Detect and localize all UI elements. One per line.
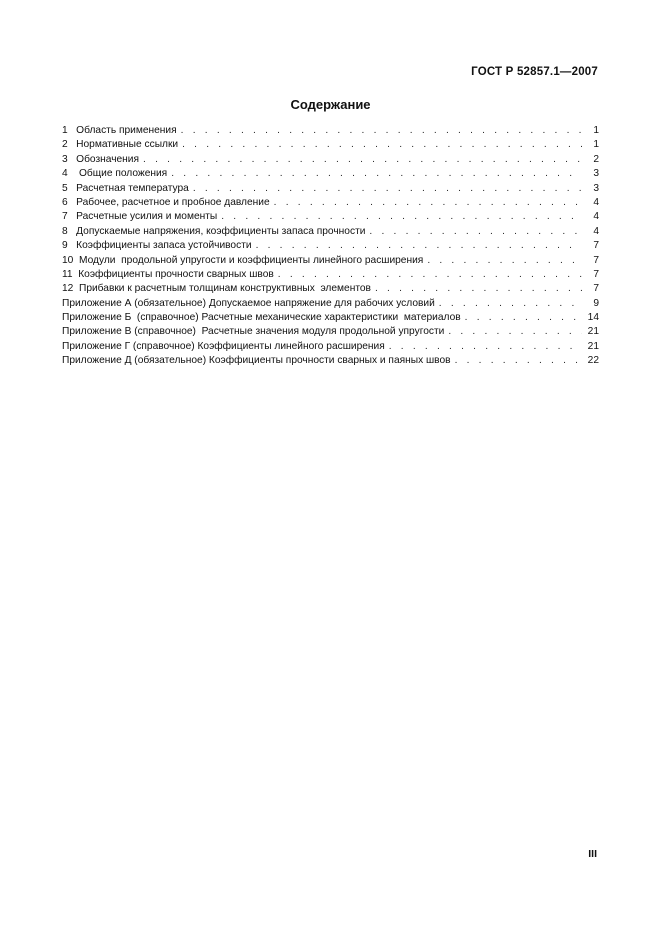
toc-dot-leader — [181, 124, 582, 138]
toc-entry[interactable] — [62, 254, 599, 268]
toc-entry[interactable] — [62, 210, 599, 224]
toc-dot-leader — [455, 354, 582, 368]
toc-entry[interactable] — [62, 268, 599, 282]
toc-entry-page: 4 — [593, 211, 599, 223]
toc-entry[interactable] — [62, 124, 599, 138]
toc-entry[interactable] — [62, 153, 599, 167]
toc-entry[interactable] — [62, 239, 599, 253]
toc-entry-page: 7 — [593, 268, 599, 280]
toc-dot-leader — [193, 182, 582, 196]
toc-entry-page: 22 — [587, 355, 599, 367]
toc-entry-label: 9 Коэффициенты запаса устойчивости — [62, 240, 252, 252]
toc-entry[interactable] — [62, 225, 599, 239]
toc-entry-page: 3 — [593, 168, 599, 180]
toc-entry-page: 1 — [593, 125, 599, 136]
toc-title: Содержание — [290, 97, 371, 112]
toc-dot-leader — [171, 167, 582, 181]
toc-dot-leader — [256, 239, 582, 253]
toc-dot-leader — [278, 268, 582, 282]
page-number: III — [588, 848, 597, 860]
toc-dot-leader — [439, 297, 582, 311]
toc-entry-label: 6 Рабочее, расчетное и пробное давление — [62, 196, 270, 208]
toc-entry-page: 21 — [587, 340, 599, 352]
toc-entry-label: 12 Прибавки к расчетным толщинам конструктивных элементов — [62, 283, 371, 295]
toc-entry-label: 8 Допускаемые напряжения, коэффициенты запаса прочности — [62, 225, 366, 237]
toc-entry[interactable] — [62, 340, 599, 354]
toc-dot-leader — [182, 138, 582, 152]
toc-dot-leader — [274, 196, 582, 210]
toc-entry[interactable] — [62, 297, 599, 311]
toc-entry-label: 2 Нормативные ссылки — [62, 139, 179, 151]
toc-dot-leader — [369, 225, 582, 239]
toc-entry-label: Приложение Б (справочное) Расчетные механические характеристики материалов — [62, 312, 461, 324]
toc-entry[interactable] — [62, 182, 599, 196]
toc-entry-page: 4 — [593, 196, 599, 208]
toc-entry-label: 4 Общие положения — [62, 168, 168, 180]
toc-entry-label: 5 Расчетная температура — [62, 182, 189, 194]
toc-dot-leader — [448, 325, 582, 339]
toc-dot-leader — [221, 210, 582, 224]
toc-entry-label: 7 Расчетные усилия и моменты — [62, 211, 218, 223]
toc-entry[interactable] — [62, 138, 599, 152]
toc-entry-page: 7 — [593, 240, 599, 252]
table-of-contents — [62, 124, 599, 369]
toc-entry-label: 3 Обозначения — [62, 153, 140, 165]
toc-entry-label: Приложение А (обязательное) Допускаемое напряжение для рабочих условий — [62, 297, 435, 309]
toc-entry[interactable] — [62, 282, 599, 296]
toc-entry-label: 11 Коэффициенты прочности сварных швов — [62, 268, 274, 280]
toc-entry-page: 4 — [593, 225, 599, 237]
toc-entry-page: 7 — [593, 283, 599, 295]
toc-dot-leader — [143, 153, 582, 167]
toc-entry[interactable] — [62, 167, 599, 181]
toc-entry[interactable] — [62, 354, 599, 368]
toc-entry-page: 9 — [593, 297, 599, 309]
toc-entry-label: 1 Область применения — [62, 125, 177, 136]
toc-entry-label: Приложение Г (справочное) Коэффициенты линейного расширения — [62, 340, 385, 352]
toc-entry-page: 7 — [593, 254, 599, 266]
toc-entry-page: 2 — [593, 153, 599, 165]
toc-dot-leader — [375, 282, 582, 296]
toc-entry[interactable] — [62, 196, 599, 210]
toc-entry-page: 3 — [593, 182, 599, 194]
toc-entry-label: Приложение Д (обязательное) Коэффициенты прочности сварных и паяных швов — [62, 355, 451, 367]
toc-entry-label: Приложение В (справочное) Расчетные значения модуля продольной упругости — [62, 326, 445, 338]
toc-dot-leader — [427, 254, 582, 268]
toc-entry-page: 21 — [587, 326, 599, 338]
toc-dot-leader — [465, 311, 582, 325]
toc-entry-label: 10 Модули продольной упругости и коэффициенты линейного расширения — [62, 254, 424, 266]
document-standard-number: ГОСТ Р 52857.1—2007 — [471, 66, 598, 78]
toc-entry[interactable] — [62, 325, 599, 339]
toc-entry-page: 1 — [593, 139, 599, 151]
toc-entry[interactable] — [62, 311, 599, 325]
toc-dot-leader — [389, 340, 582, 354]
toc-entry-page: 14 — [587, 312, 599, 324]
